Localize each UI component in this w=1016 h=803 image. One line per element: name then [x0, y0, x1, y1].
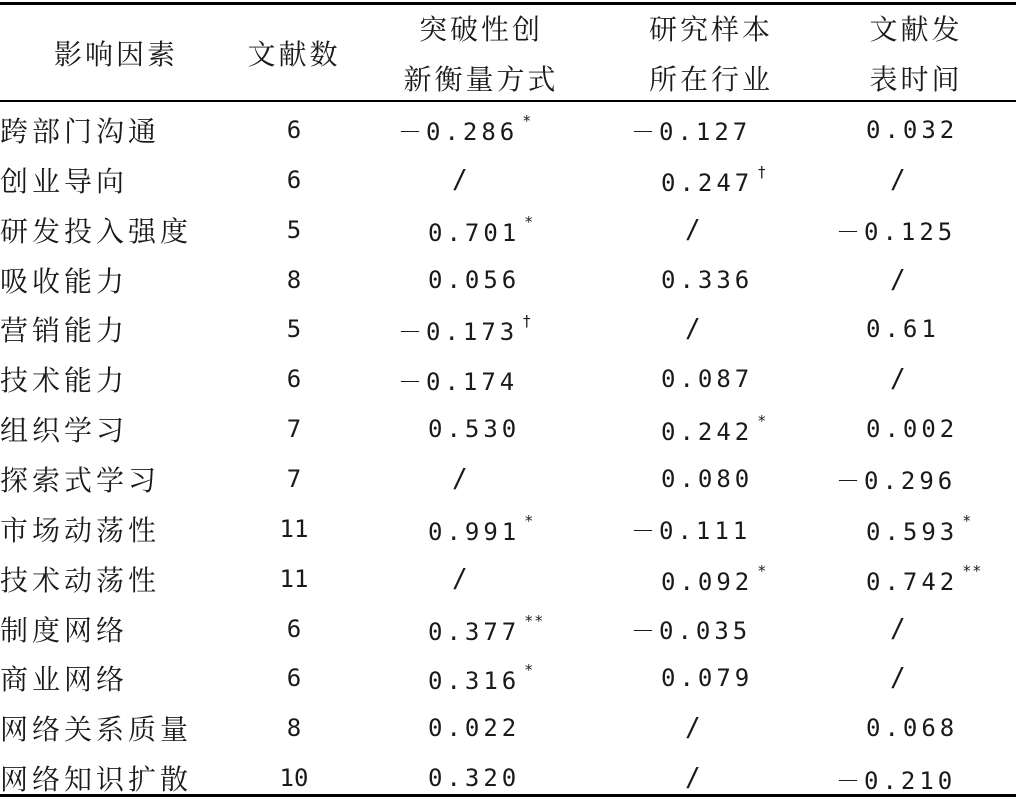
count-cell: 6: [286, 614, 302, 643]
coefficient-value: 0.247: [661, 168, 754, 197]
not-applicable-value: /: [685, 763, 705, 794]
measure-cell: [356, 205, 606, 255]
value-wrap: [661, 664, 753, 692]
count-cell: 7: [286, 464, 302, 493]
not-applicable-value: /: [890, 663, 910, 694]
not-applicable-value: /: [685, 214, 705, 245]
value-wrap: [866, 315, 940, 343]
coefficient-value: －0.210: [836, 766, 957, 795]
coefficient-value: 0.080: [661, 464, 754, 493]
not-applicable-value: /: [890, 364, 910, 395]
industry-cell: [606, 504, 816, 554]
coefficient-value: －0.296: [836, 467, 957, 496]
value-wrap: [631, 511, 752, 546]
value-wrap: [428, 266, 520, 294]
table-row: [0, 454, 1016, 504]
count-cell: 10: [279, 764, 309, 793]
industry-cell: [606, 105, 816, 155]
not-applicable-value: /: [452, 164, 472, 195]
year-cell: [816, 255, 1016, 305]
year-cell: [816, 454, 1016, 504]
not-applicable-value: /: [452, 463, 472, 494]
coefficient-value: －0.035: [631, 617, 752, 646]
measure-cell: [356, 255, 606, 305]
table-row: [0, 554, 1016, 604]
factor-cell: 跨部门沟通: [0, 114, 161, 148]
table-row: [0, 205, 1016, 255]
value-wrap: [890, 364, 910, 394]
industry-cell: [606, 604, 816, 654]
measure-cell: [356, 753, 606, 803]
table-row: [0, 504, 1016, 554]
industry-cell: [606, 205, 816, 255]
industry-cell: [606, 454, 816, 504]
industry-cell: [606, 653, 816, 703]
year-cell: [816, 753, 1016, 803]
coefficient-value: －0.111: [631, 517, 752, 546]
significance-mark: *: [962, 511, 973, 530]
not-applicable-value: /: [685, 314, 705, 345]
count-cell: 5: [286, 215, 302, 244]
significance-mark: **: [524, 611, 545, 630]
not-applicable-value: /: [890, 613, 910, 644]
measure-cell: [356, 703, 606, 753]
factor-cell: 技术能力: [0, 364, 129, 398]
value-wrap: [890, 165, 910, 195]
table-body: [0, 105, 1016, 803]
coefficient-value: 0.701: [428, 218, 521, 247]
value-wrap: [866, 512, 972, 546]
coefficient-value: 0.316: [428, 667, 521, 696]
industry-cell: [606, 255, 816, 305]
coefficient-value: 0.991: [428, 517, 521, 546]
coefficient-value: 0.002: [866, 415, 959, 444]
count-cell: 8: [286, 265, 302, 294]
not-applicable-value: /: [685, 713, 705, 744]
table-row: [0, 155, 1016, 205]
industry-cell: [606, 753, 816, 803]
industry-cell: [606, 703, 816, 753]
not-applicable-value: /: [890, 164, 910, 195]
count-cell: 7: [286, 415, 302, 444]
value-wrap: [866, 562, 982, 596]
value-wrap: [428, 512, 534, 546]
significance-mark: *: [522, 112, 533, 131]
year-cell: [816, 504, 1016, 554]
significance-mark: *: [757, 561, 768, 580]
measure-cell: [356, 604, 606, 654]
value-wrap: [428, 612, 544, 646]
header-row: [0, 5, 1016, 105]
year-cell: [816, 604, 1016, 654]
count-cell: 6: [286, 664, 302, 693]
value-wrap: [452, 464, 472, 494]
significance-mark: *: [524, 511, 535, 530]
measure-cell: [356, 304, 606, 354]
year-cell: [816, 404, 1016, 454]
table-row: [0, 354, 1016, 404]
coefficient-value: 0.593: [866, 517, 959, 546]
value-wrap: [661, 562, 767, 596]
header-factor: [0, 5, 232, 105]
count-cell: 6: [286, 115, 302, 144]
value-wrap: [428, 764, 520, 792]
value-wrap: [836, 761, 957, 796]
value-wrap: [685, 314, 705, 344]
value-wrap: [866, 415, 958, 443]
value-wrap: [398, 362, 519, 397]
coefficient-value: －0.173: [398, 317, 519, 346]
measure-cell: [356, 404, 606, 454]
count-cell: 5: [286, 315, 302, 344]
table-row: [0, 753, 1016, 803]
coefficient-value: －0.286: [398, 118, 519, 147]
industry-cell: [606, 304, 816, 354]
value-wrap: [661, 365, 753, 393]
coefficient-value: －0.127: [631, 118, 752, 147]
factor-cell: 商业网络: [0, 663, 129, 697]
year-cell: [816, 703, 1016, 753]
factor-cell: 网络关系质量: [0, 713, 193, 747]
table-row: [0, 105, 1016, 155]
factor-cell: 吸收能力: [0, 264, 129, 298]
year-cell: [816, 354, 1016, 404]
value-wrap: [661, 163, 767, 197]
factor-cell: 营销能力: [0, 314, 129, 348]
header-count: [232, 5, 356, 105]
table-row: [0, 703, 1016, 753]
coefficient-value: 0.032: [866, 115, 959, 144]
not-applicable-value: /: [452, 563, 472, 594]
value-wrap: [685, 215, 705, 245]
factor-cell: 组织学习: [0, 414, 129, 448]
significance-mark: *: [757, 412, 768, 431]
header-year: [816, 5, 1016, 105]
coefficient-value: 0.336: [661, 265, 754, 294]
value-wrap: [398, 112, 533, 147]
coefficient-value: 0.377: [428, 617, 521, 646]
value-wrap: [398, 311, 533, 347]
value-wrap: [890, 265, 910, 295]
year-cell: [816, 105, 1016, 155]
value-wrap: [866, 116, 958, 144]
value-wrap: [685, 713, 705, 743]
measure-cell: [356, 504, 606, 554]
significance-mark: †: [757, 162, 768, 181]
significance-mark: †: [522, 311, 533, 330]
industry-cell: [606, 155, 816, 205]
year-cell: [816, 653, 1016, 703]
value-wrap: [661, 465, 753, 493]
value-wrap: [428, 415, 520, 443]
factor-cell: 网络知识扩散: [0, 763, 193, 797]
header-line: 研究样本: [648, 13, 773, 46]
coefficient-value: 0.092: [661, 567, 754, 596]
year-cell: [816, 205, 1016, 255]
significance-mark: **: [962, 561, 983, 580]
factor-cell: 制度网络: [0, 613, 129, 647]
header-line: 影响因素: [53, 38, 178, 71]
table-row: [0, 604, 1016, 654]
factor-cell: 探索式学习: [0, 463, 161, 497]
table-row: [0, 304, 1016, 354]
header-line: 文献发: [869, 13, 963, 46]
measure-cell: [356, 105, 606, 155]
year-cell: [816, 155, 1016, 205]
measure-cell: [356, 354, 606, 404]
header-line: 文献数: [247, 38, 341, 71]
value-wrap: [428, 714, 520, 742]
header-line: 突破性创: [418, 13, 543, 46]
value-wrap: [866, 714, 958, 742]
coefficient-value: 0.022: [428, 714, 521, 743]
value-wrap: [452, 165, 472, 195]
measure-cell: [356, 155, 606, 205]
value-wrap: [836, 461, 957, 496]
table-row: [0, 653, 1016, 703]
count-cell: 8: [286, 714, 302, 743]
count-cell: 11: [279, 564, 309, 593]
table-row: [0, 255, 1016, 305]
header-line: 表时间: [869, 63, 963, 96]
coefficient-value: 0.742: [866, 567, 959, 596]
value-wrap: [661, 266, 753, 294]
header-line: 新衡量方式: [403, 63, 559, 96]
value-wrap: [452, 564, 472, 594]
count-cell: 6: [286, 165, 302, 194]
coefficient-value: 0.242: [661, 418, 754, 447]
measure-cell: [356, 653, 606, 703]
year-cell: [816, 554, 1016, 604]
measure-cell: [356, 554, 606, 604]
industry-cell: [606, 404, 816, 454]
value-wrap: [685, 763, 705, 793]
factor-cell: 市场动荡性: [0, 513, 161, 547]
coefficient-value: 0.320: [428, 764, 521, 793]
significance-mark: *: [524, 661, 535, 680]
not-applicable-value: /: [890, 264, 910, 295]
value-wrap: [428, 213, 534, 247]
industry-cell: [606, 354, 816, 404]
factor-cell: 研发投入强度: [0, 214, 193, 248]
industry-cell: [606, 554, 816, 604]
header-measure: [356, 5, 606, 105]
count-cell: 11: [279, 514, 309, 543]
coefficient-value: 0.068: [866, 714, 959, 743]
coefficient-value: 0.61: [866, 315, 940, 344]
value-wrap: [836, 212, 957, 247]
count-cell: 6: [286, 365, 302, 394]
coefficient-value: 0.079: [661, 664, 754, 693]
results-table: [0, 5, 1016, 803]
header-line: 所在行业: [648, 63, 773, 96]
coefficient-value: 0.530: [428, 415, 521, 444]
value-wrap: [661, 412, 767, 446]
coefficient-value: 0.087: [661, 365, 754, 394]
header-industry: [606, 5, 816, 105]
factor-cell: 创业导向: [0, 164, 129, 198]
value-wrap: [631, 611, 752, 646]
coefficient-value: 0.056: [428, 265, 521, 294]
value-wrap: [890, 663, 910, 693]
measure-cell: [356, 454, 606, 504]
significance-mark: *: [524, 212, 535, 231]
value-wrap: [631, 112, 752, 147]
factor-cell: 技术动荡性: [0, 563, 161, 597]
table-row: [0, 404, 1016, 454]
coefficient-value: －0.174: [398, 367, 519, 396]
year-cell: [816, 304, 1016, 354]
value-wrap: [890, 614, 910, 644]
coefficient-value: －0.125: [836, 218, 957, 247]
value-wrap: [428, 661, 534, 695]
